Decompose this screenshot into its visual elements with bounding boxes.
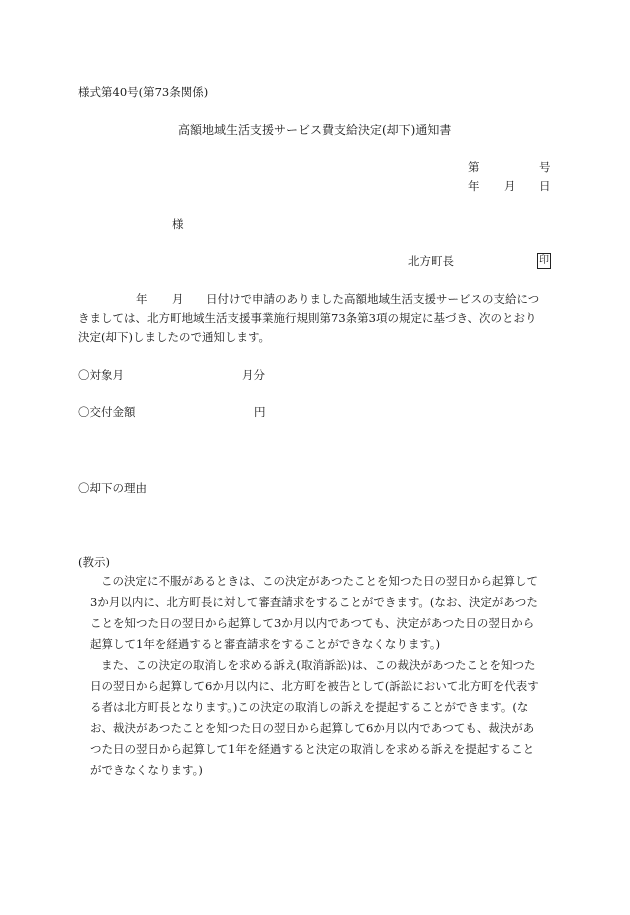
notice-p1-line: 起算して1年を経過すると審査請求をすることができなくなります。) bbox=[90, 637, 441, 651]
body-line-2: きましては、北方町地域生活支援事業施行規則第73条第3項の規定に基づき、次のとおり bbox=[78, 311, 537, 325]
form-number: 様式第40号(第73条関係) bbox=[78, 85, 209, 99]
notice-p2-line: また、この決定の取消しを求める訴え(取消訴訟)は、この裁決があつたことを知つた bbox=[101, 658, 536, 672]
target-month-label: 〇対象月 bbox=[78, 368, 124, 382]
seal-mark: 印 bbox=[537, 253, 551, 269]
notice-p1-line: この決定に不服があるときは、この決定があつたことを知つた日の翌日から起算して bbox=[101, 574, 538, 588]
notice-heading: (教示) bbox=[78, 555, 110, 569]
notice-p2-line: 日の翌日から起算して6か月以内に、北方町を被告として(訴訟において北方町を代表す bbox=[90, 679, 539, 693]
body-line-3: 決定(却下)しましたので通知します。 bbox=[78, 330, 271, 344]
date-month: 月 bbox=[504, 179, 516, 193]
issuer-name: 北方町長 bbox=[408, 254, 454, 268]
notice-p1-line: 3か月以内に、北方町長に対して審査請求をすることができます。(なお、決定があつた bbox=[90, 595, 538, 609]
notice-p2-line: つた日の翌日から起算して1年を経過すると決定の取消しを求める訴えを提起すること bbox=[90, 742, 535, 756]
doc-number-go: 号 bbox=[539, 160, 551, 174]
amount-unit: 円 bbox=[254, 405, 266, 419]
body-line-1: 日付けで申請のありました高額地域生活支援サービスの支給につ bbox=[206, 292, 540, 306]
body-month: 月 bbox=[172, 292, 184, 306]
date-day: 日 bbox=[539, 179, 551, 193]
body-year: 年 bbox=[136, 292, 148, 306]
document-title: 高額地域生活支援サービス費支給決定(却下)通知書 bbox=[178, 123, 452, 137]
notice-p2-line: ができなくなります。) bbox=[90, 763, 203, 777]
rejection-reason-label: 〇却下の理由 bbox=[78, 481, 147, 495]
notice-p2-line: お、裁決があつたことを知つた日の翌日から起算して6か月以内であつても、裁決があ bbox=[90, 721, 535, 735]
addressee-suffix: 様 bbox=[172, 217, 184, 231]
notice-paragraph-2 bbox=[90, 655, 539, 781]
date-year: 年 bbox=[468, 179, 480, 193]
amount-label: 〇交付金額 bbox=[78, 405, 136, 419]
doc-number-dai: 第 bbox=[468, 160, 480, 174]
notice-p1-line: ことを知つた日の翌日から起算して3か月以内であつても、決定があつた日の翌日から bbox=[90, 616, 535, 630]
notice-p2-line: る者は北方町長となります。)この決定の取消しの訴えを提起することができます。(な bbox=[90, 700, 529, 714]
target-month-unit: 月分 bbox=[242, 368, 265, 382]
notice-paragraph-1 bbox=[90, 571, 538, 655]
